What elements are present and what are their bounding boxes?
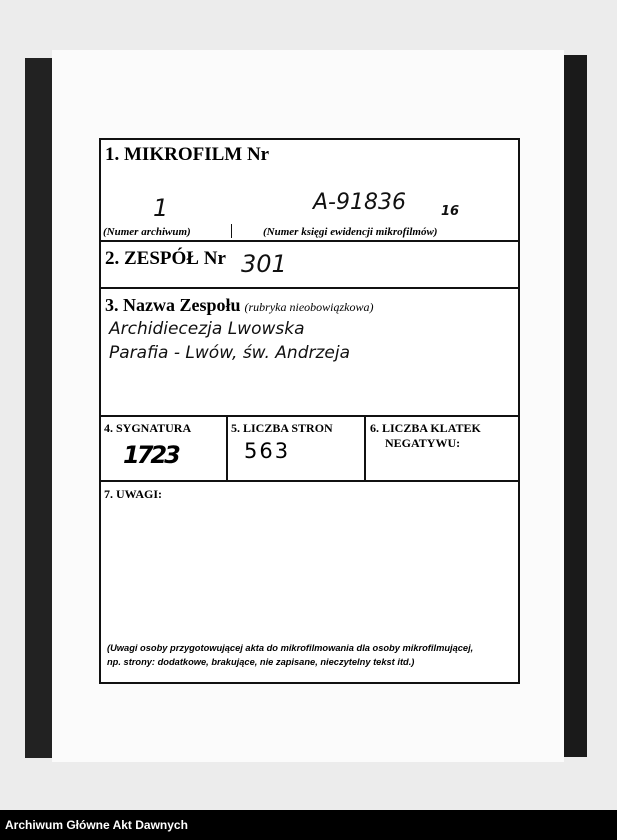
ledger-number: A-91836 [313, 190, 406, 215]
fonds-number: 301 [241, 250, 287, 278]
archive-number: 1 [153, 194, 169, 222]
pages-value: 563 [244, 439, 291, 463]
microfilm-form [99, 138, 520, 684]
section-7-title: 7. UWAGI: [104, 487, 163, 501]
signature-cell [101, 417, 228, 480]
ledger-suffix: 16 [441, 204, 460, 219]
film-edge-left [25, 58, 53, 758]
fonds-name-line-2: Parafia - Lwów, św. Andrzeja [109, 343, 351, 363]
section-remarks [101, 482, 518, 682]
footer-archive-label: Archiwum Główne Akt Dawnych [0, 810, 617, 840]
section-6-title-1: 6. LICZBA KLATEK [370, 421, 481, 435]
section-5-title: 5. LICZBA STRON [231, 421, 333, 435]
signature-value: 1723 [123, 441, 178, 469]
ledger-caption: (Numer księgi ewidencji mikrofilmów) [263, 226, 438, 238]
section-6-title-2: NEGATYWU: [385, 436, 461, 450]
section-3-note: (rubryka nieobowiązkowa) [244, 300, 374, 314]
section-microfilm [101, 140, 518, 242]
archive-number-caption: (Numer archiwum) [103, 226, 191, 238]
pages-cell [228, 417, 366, 480]
film-edge-right [563, 55, 587, 757]
fonds-name-line-1: Archidiecezja Lwowska [109, 319, 305, 339]
section-fonds-number [101, 242, 518, 289]
section-2-title: 2. ZESPÓŁ Nr [105, 248, 226, 269]
remarks-note-2: np. strony: dodatkowe, brakujące, nie zapisane, nieczytelny tekst itd.) [107, 657, 415, 667]
section-4-title: 4. SYGNATURA [104, 421, 192, 435]
section-fonds-name [101, 289, 518, 417]
section-1-title: 1. MIKROFILM Nr [105, 144, 270, 165]
frames-cell [370, 421, 481, 451]
caption-divider [231, 224, 232, 238]
remarks-note-1: (Uwagi osoby przygotowującej akta do mikrofilmowania dla osoby mikrofilmującej, [107, 643, 474, 653]
section-3-title: 3. Nazwa Zespołu [105, 295, 241, 315]
section-counts [101, 417, 518, 482]
